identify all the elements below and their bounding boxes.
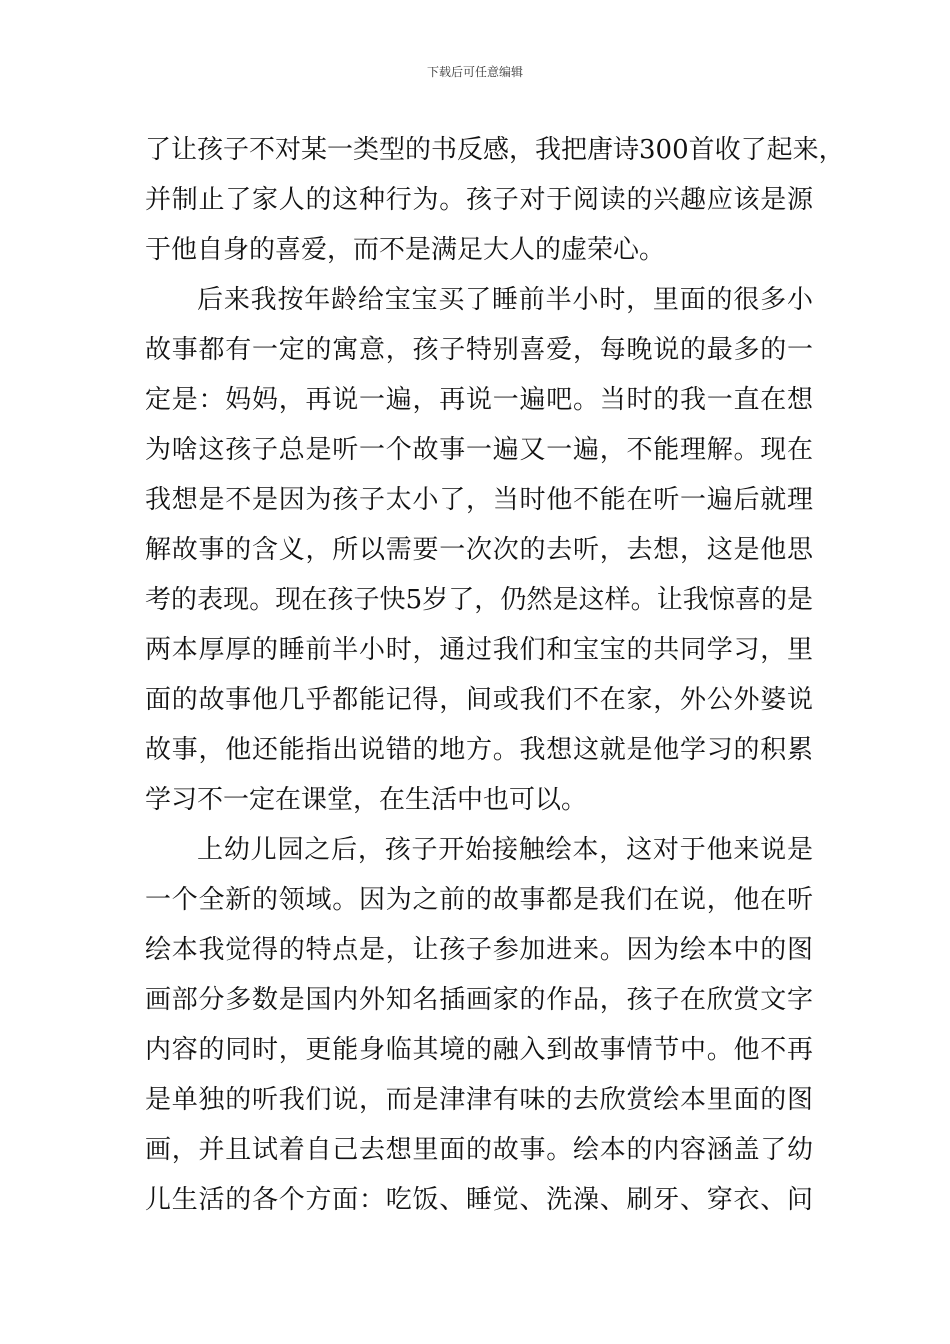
text-line: 上幼儿园之后，孩子开始接触绘本，这对于他来说是	[197, 835, 813, 865]
text-line: 了让孩子不对某一类型的书反感，我把唐诗300首收了起来，	[145, 135, 845, 165]
text-line: 于他自身的喜爱，而不是满足大人的虚荣心。	[145, 235, 666, 265]
text-line: 面的故事他几乎都能记得，间或我们不在家，外公外婆说	[145, 685, 813, 715]
text-line: 我想是不是因为孩子太小了，当时他不能在听一遍后就理	[145, 485, 813, 515]
text-line: 并制止了家人的这种行为。孩子对于阅读的兴趣应该是源	[145, 185, 813, 215]
text-line: 儿生活的各个方面：吃饭、睡觉、洗澡、刷牙、穿衣、问	[145, 1185, 813, 1215]
text-line: 后来我按年龄给宝宝买了睡前半小时，里面的很多小	[197, 285, 813, 315]
text-line: 故事，他还能指出说错的地方。我想这就是他学习的积累	[145, 735, 813, 765]
body-text	[145, 125, 845, 1225]
paragraph-1	[145, 125, 845, 275]
text-line: 绘本我觉得的特点是，让孩子参加进来。因为绘本中的图	[145, 935, 813, 965]
text-line: 故事都有一定的寓意，孩子特别喜爱，每晚说的最多的一	[145, 335, 813, 365]
paragraph-2	[145, 275, 813, 825]
text-line: 一个全新的领域。因为之前的故事都是我们在说，他在听	[145, 885, 813, 915]
text-line: 解故事的含义，所以需要一次次的去听，去想，这是他思	[145, 535, 813, 565]
text-line: 内容的同时，更能身临其境的融入到故事情节中。他不再	[145, 1035, 813, 1065]
paragraph-3	[145, 825, 813, 1225]
text-line: 为啥这孩子总是听一个故事一遍又一遍，不能理解。现在	[145, 435, 813, 465]
text-line: 两本厚厚的睡前半小时，通过我们和宝宝的共同学习，里	[145, 635, 813, 665]
text-line: 定是：妈妈，再说一遍，再说一遍吧。当时的我一直在想	[145, 385, 813, 415]
text-line: 是单独的听我们说，而是津津有味的去欣赏绘本里面的图	[145, 1085, 813, 1115]
text-line: 画部分多数是国内外知名插画家的作品，孩子在欣赏文字	[145, 985, 813, 1015]
text-line: 考的表现。现在孩子快5岁了，仍然是这样。让我惊喜的是	[145, 585, 813, 615]
text-line: 画，并且试着自己去想里面的故事。绘本的内容涵盖了幼	[145, 1135, 813, 1165]
text-line: 学习不一定在课堂，在生活中也可以。	[145, 785, 588, 815]
page-header: 下载后可任意编辑	[426, 65, 523, 79]
